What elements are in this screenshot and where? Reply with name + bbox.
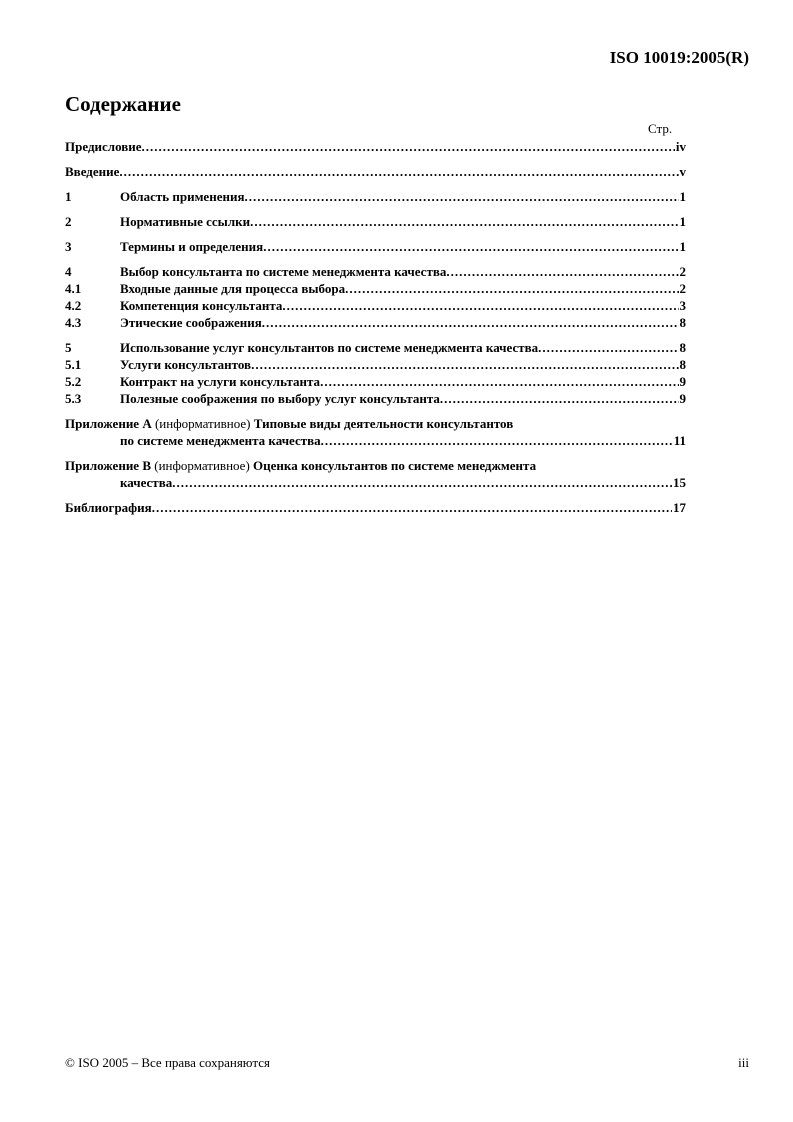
- toc-entry-page: 15: [673, 475, 686, 490]
- document-code: ISO 10019:2005(R): [609, 48, 749, 67]
- annex-prefix: Приложение В: [65, 458, 151, 473]
- toc-entry-page: 1: [679, 239, 686, 254]
- annex-title-row: [65, 474, 686, 491]
- toc-entry-annex-a[interactable]: [65, 415, 686, 449]
- toc-entry-page: 2: [679, 281, 686, 296]
- page-number: iii: [738, 1055, 749, 1070]
- annex-prefix: Приложение А: [65, 416, 152, 431]
- annex-title-line2: по системе менеджмента качества: [120, 433, 321, 448]
- toc-entry-3[interactable]: [65, 238, 686, 255]
- toc-entry-number: 3: [65, 239, 72, 254]
- toc-entry-number: 4.2: [65, 298, 82, 313]
- dot-leader: [119, 163, 678, 180]
- toc-title: Содержание: [65, 92, 181, 116]
- dot-leader: [172, 474, 672, 491]
- toc-entry-title: Компетенция консультанта: [120, 298, 283, 313]
- dot-leader: [251, 356, 678, 373]
- toc-entry-4[interactable]: [65, 263, 686, 280]
- dot-leader: [142, 138, 675, 155]
- toc-entry-bibliography[interactable]: [65, 499, 686, 516]
- annex-kind: (информативное): [154, 458, 250, 473]
- toc-entry-introduction[interactable]: [65, 163, 686, 180]
- toc-entry-number: 4.1: [65, 281, 82, 296]
- toc-entry-number: 5: [65, 340, 72, 355]
- toc-entry-number: 4.3: [65, 315, 82, 330]
- dot-leader: [538, 339, 678, 356]
- dot-leader: [244, 188, 678, 205]
- toc-entry-page: 2: [679, 264, 686, 279]
- toc-entry-page: 11: [673, 433, 686, 448]
- toc-entry-title: Нормативные ссылки: [120, 214, 251, 229]
- toc-entry-page: v: [679, 164, 686, 179]
- toc-entry-page: 1: [679, 189, 686, 204]
- toc-entry-title: Контракт на услуги консультанта: [120, 374, 321, 389]
- toc-entry-title: Предисловие: [65, 139, 142, 154]
- toc-entry-1[interactable]: [65, 188, 686, 205]
- annex-kind: (информативное): [154, 416, 251, 431]
- toc-entry-title: Полезные соображения по выбору услуг консультанта: [120, 391, 440, 406]
- toc-entry-4-3[interactable]: [65, 314, 686, 331]
- dot-leader: [320, 373, 678, 390]
- toc-entry-title: Термины и определения: [120, 239, 264, 254]
- toc-entry-foreword[interactable]: [65, 138, 686, 155]
- toc-entry-number: 1: [65, 189, 72, 204]
- toc-entry-title: Использование услуг консультантов по системе менеджмента качества: [120, 340, 539, 355]
- toc-entry-page: 8: [679, 340, 686, 355]
- toc-entry-4-1[interactable]: [65, 280, 686, 297]
- toc-entry-5-2[interactable]: [65, 373, 686, 390]
- dot-leader: [345, 280, 678, 297]
- toc-entry-page: 9: [679, 374, 686, 389]
- toc-entry-5-1[interactable]: [65, 356, 686, 373]
- toc-entry-2[interactable]: [65, 213, 686, 230]
- toc-entry-number: 4: [65, 264, 72, 279]
- toc-entry-title: Этические соображения: [120, 315, 262, 330]
- dot-leader: [440, 390, 679, 407]
- toc-entry-5-3[interactable]: [65, 390, 686, 407]
- annex-title-line2: качества: [120, 475, 173, 490]
- dot-leader: [152, 499, 672, 516]
- toc-entry-title: Область применения: [120, 189, 245, 204]
- annex-heading: [65, 415, 686, 432]
- table-of-contents: [65, 138, 686, 516]
- annex-title-line1: Оценка консультантов по системе менеджмента: [253, 458, 537, 473]
- toc-entry-title: Выбор консультанта по системе менеджмента качества: [120, 264, 447, 279]
- page-column-label: Стр.: [648, 121, 673, 136]
- copyright-notice: © ISO 2005 – Все права сохраняются: [65, 1055, 270, 1070]
- toc-entry-number: 5.3: [65, 391, 82, 406]
- toc-entry-title: Введение: [65, 164, 120, 179]
- annex-title-line1: Типовые виды деятельности консультантов: [253, 416, 514, 431]
- toc-entry-page: iv: [675, 139, 686, 154]
- toc-entry-page: 3: [679, 298, 686, 313]
- dot-leader: [250, 213, 678, 230]
- toc-entry-title: Входные данные для процесса выбора: [120, 281, 346, 296]
- toc-entry-page: 8: [679, 315, 686, 330]
- toc-entry-title: Услуги консультантов: [120, 357, 252, 372]
- toc-entry-page: 8: [679, 357, 686, 372]
- dot-leader: [282, 297, 678, 314]
- dot-leader: [262, 314, 679, 331]
- annex-heading: [65, 457, 686, 474]
- dot-leader: [446, 263, 678, 280]
- annex-title-row: [65, 432, 686, 449]
- toc-entry-page: 1: [679, 214, 686, 229]
- dot-leader: [263, 238, 678, 255]
- toc-entry-5[interactable]: [65, 339, 686, 356]
- toc-entry-page: 9: [679, 391, 686, 406]
- dot-leader: [321, 432, 673, 449]
- toc-entry-number: 5.1: [65, 357, 82, 372]
- toc-entry-title: Библиография: [65, 500, 152, 515]
- toc-entry-number: 2: [65, 214, 72, 229]
- toc-entry-4-2[interactable]: [65, 297, 686, 314]
- toc-entry-page: 17: [673, 500, 686, 515]
- toc-entry-annex-b[interactable]: [65, 457, 686, 491]
- toc-entry-number: 5.2: [65, 374, 82, 389]
